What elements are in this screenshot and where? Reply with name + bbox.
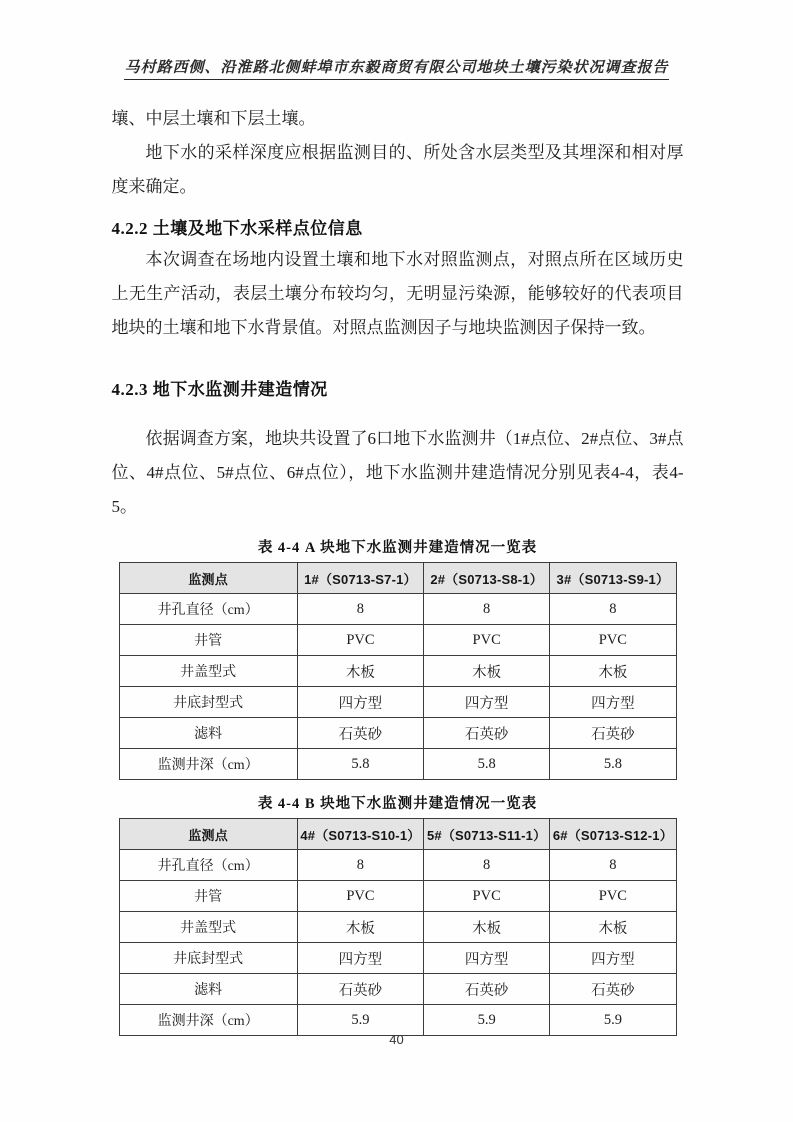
value-cell: 四方型 — [424, 943, 550, 974]
page-number: 40 — [389, 1032, 404, 1047]
table-row — [119, 850, 676, 881]
row-label-cell: 监测井深（cm） — [119, 1005, 297, 1036]
value-cell: 8 — [297, 850, 423, 881]
table-row — [119, 881, 676, 912]
value-cell: 木板 — [424, 656, 550, 687]
row-label-cell: 井盖型式 — [119, 912, 297, 943]
value-cell: PVC — [424, 881, 550, 912]
paragraph-continuation: 壤、中层土壤和下层土壤。 — [111, 109, 316, 128]
table-row — [119, 656, 676, 687]
value-cell: 四方型 — [297, 943, 423, 974]
paragraph-groundwater-depth: 地下水的采样深度应根据监测目的、所处含水层类型及其埋深和相对厚度来确定。 — [111, 143, 684, 196]
value-cell: 8 — [297, 594, 423, 625]
table-b-well-construction — [119, 818, 677, 1036]
row-label-cell: 井底封型式 — [119, 943, 297, 974]
table-row — [119, 625, 676, 656]
paragraph-monitoring-wells: 依据调查方案，地块共设置了6口地下水监测井（1#点位、2#点位、3#点位、4#点位、5#点位、6#点位），地下水监测井建造情况分别见表4-4，表4-5。 — [111, 429, 684, 516]
table-row — [119, 974, 676, 1005]
value-cell: 5.9 — [297, 1005, 423, 1036]
value-cell: 木板 — [550, 912, 676, 943]
page-content — [110, 102, 684, 1036]
value-cell: 四方型 — [550, 687, 676, 718]
table-row — [119, 943, 676, 974]
value-cell: 四方型 — [550, 943, 676, 974]
table-header-cell: 4#（S0713-S10-1） — [297, 819, 423, 850]
running-header — [0, 0, 793, 80]
row-label-cell: 井管 — [119, 625, 297, 656]
table-a-caption: 表 4-4 A 块地下水监测井建造情况一览表 — [257, 540, 538, 556]
value-cell: PVC — [550, 625, 676, 656]
table-header-cell: 3#（S0713-S9-1） — [550, 563, 676, 594]
value-cell: 5.8 — [550, 749, 676, 780]
value-cell: PVC — [297, 881, 423, 912]
value-cell: 8 — [550, 850, 676, 881]
value-cell: 5.9 — [424, 1005, 550, 1036]
row-label-cell: 井盖型式 — [119, 656, 297, 687]
table-row — [119, 912, 676, 943]
running-header-title: 马村路西侧、沿淮路北侧蚌埠市东毅商贸有限公司地块土壤污染状况调查报告 — [124, 56, 668, 80]
table-header-cell: 监测点 — [119, 819, 297, 850]
value-cell: 木板 — [550, 656, 676, 687]
value-cell: PVC — [297, 625, 423, 656]
table-header-cell: 监测点 — [119, 563, 297, 594]
value-cell: 木板 — [297, 656, 423, 687]
value-cell: 石英砂 — [424, 974, 550, 1005]
section-heading-4-2-2: 4.2.2 土壤及地下水采样点位信息 — [111, 219, 363, 238]
value-cell: 四方型 — [297, 687, 423, 718]
value-cell: 石英砂 — [424, 718, 550, 749]
value-cell: PVC — [424, 625, 550, 656]
row-label-cell: 井底封型式 — [119, 687, 297, 718]
section-heading-4-2-3: 4.2.3 地下水监测井建造情况 — [111, 380, 328, 399]
table-header-cell: 1#（S0713-S7-1） — [297, 563, 423, 594]
table-header-cell: 2#（S0713-S8-1） — [424, 563, 550, 594]
value-cell: 石英砂 — [550, 718, 676, 749]
table-header-row — [119, 819, 676, 850]
table-row — [119, 749, 676, 780]
value-cell: PVC — [550, 881, 676, 912]
value-cell: 木板 — [424, 912, 550, 943]
table-row — [119, 687, 676, 718]
row-label-cell: 井孔直径（cm） — [119, 850, 297, 881]
value-cell: 石英砂 — [297, 718, 423, 749]
value-cell: 5.8 — [297, 749, 423, 780]
value-cell: 8 — [550, 594, 676, 625]
row-label-cell: 监测井深（cm） — [119, 749, 297, 780]
row-label-cell: 井管 — [119, 881, 297, 912]
table-a-well-construction — [119, 562, 677, 780]
table-header-cell: 6#（S0713-S12-1） — [550, 819, 676, 850]
paragraph-control-points: 本次调查在场地内设置土壤和地下水对照监测点，对照点所在区域历史上无生产活动，表层土壤分布较均匀，无明显污染源，能够较好的代表项目地块的土壤和地下水背景值。对照点监测因子与地块监测因子保持一致。 — [111, 250, 684, 337]
row-label-cell: 滤料 — [119, 718, 297, 749]
table-b-caption: 表 4-4 B 块地下水监测井建造情况一览表 — [257, 796, 538, 812]
value-cell: 5.8 — [424, 749, 550, 780]
value-cell: 四方型 — [424, 687, 550, 718]
table-header-row — [119, 563, 676, 594]
row-label-cell: 井孔直径（cm） — [119, 594, 297, 625]
row-label-cell: 滤料 — [119, 974, 297, 1005]
table-header-cell: 5#（S0713-S11-1） — [424, 819, 550, 850]
value-cell: 8 — [424, 850, 550, 881]
value-cell: 8 — [424, 594, 550, 625]
value-cell: 石英砂 — [550, 974, 676, 1005]
value-cell: 木板 — [297, 912, 423, 943]
table-row — [119, 594, 676, 625]
table-row — [119, 1005, 676, 1036]
value-cell: 5.9 — [550, 1005, 676, 1036]
value-cell: 石英砂 — [297, 974, 423, 1005]
table-row — [119, 718, 676, 749]
